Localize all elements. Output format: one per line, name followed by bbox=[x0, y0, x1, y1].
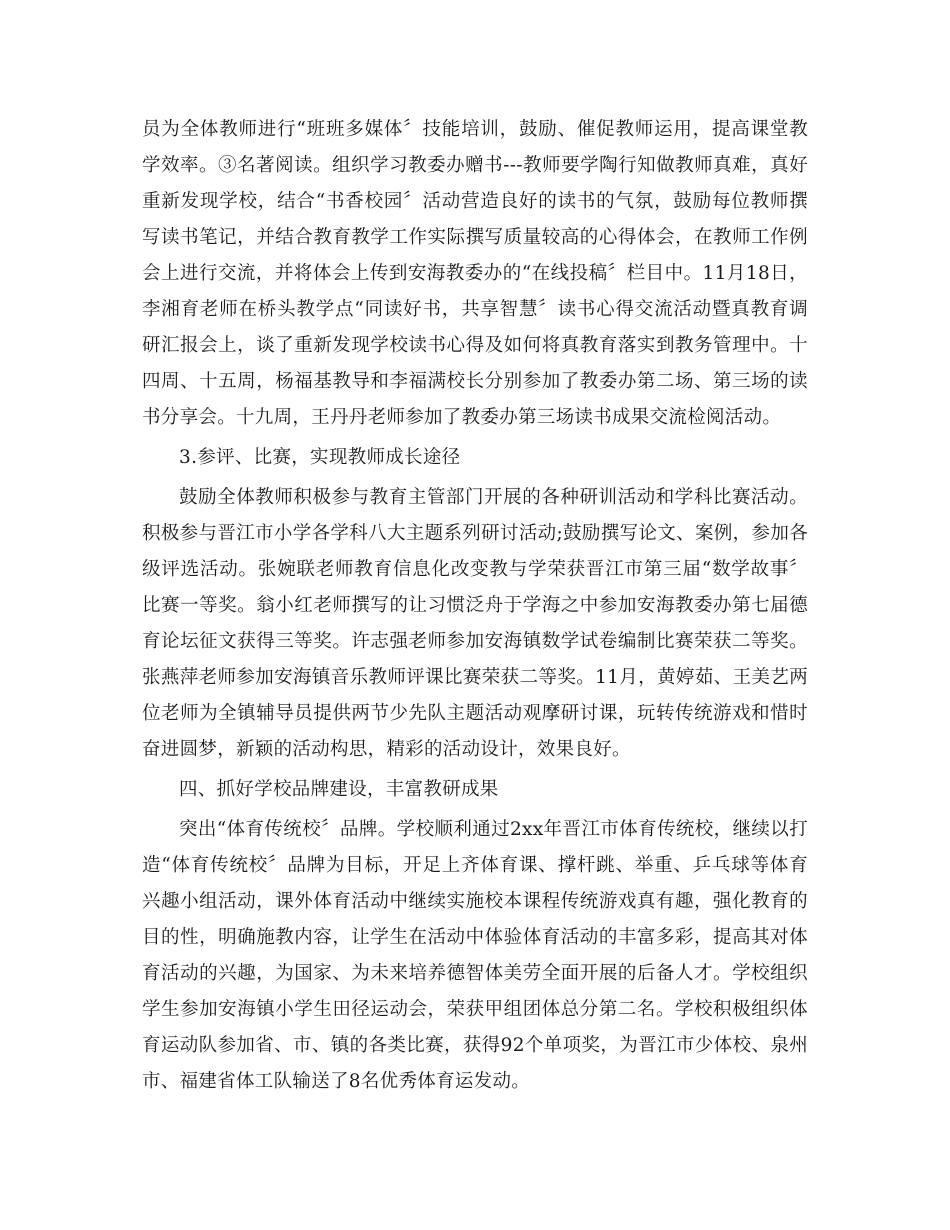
paragraph-reading-activities: 员为全体教师进行“班班多媒体〞技能培训，鼓励、催促教师运用，提高课堂教学效率。③名著阅读。组织学习教委办赠书---教师要学陶行知做教师真难，真好重新发现学校，结合“书香校园〞活动营造良好的读书的气氛，鼓励每位教师撰写读书笔记，并结合教育教学工作实际撰写质量较高的心得体会，在教师工作例会上进行交流，并将体会上传到安海教委办的“在线投稿〞栏目中。11月18日，李湘育老师在桥头教学点“同读好书，共享智慧〞读书心得交流活动暨真教育调研汇报会上，谈了重新发现学校读书心得及如何将真教育落实到教务管理中。十四周、十五周，杨福基教导和李福满校长分别参加了教委办第二场、第三场的读书分享会。十九周，王丹丹老师参加了教委办第三场读书成果交流检阅活动。 bbox=[142, 119, 808, 428]
section-heading-competitions: 3.参评、比赛，实现教师成长途径 bbox=[179, 447, 461, 468]
document-body bbox=[142, 112, 808, 1100]
paragraph-competitions: 鼓励全体教师积极参与教育主管部门开展的各种研训活动和学科比赛活动。积极参与晋江市小学各学科八大主题系列研讨活动;鼓励撰写论文、案例，参加各级评选活动。张婉联老师教育信息化改变教与学荣获晋江市第三届“数学故事〞比赛一等奖。翁小红老师撰写的让习惯泛舟于学海之中参加安海教委办第七届德育论坛征文获得三等奖。许志强老师参加安海镇数学试卷编制比赛荣获二等奖。张燕萍老师参加安海镇音乐教师评课比赛荣获二等奖。11月，黄婷茹、王美艺两位老师为全镇辅导员提供两节少先队主题活动观摩研讨课，玩转传统游戏和惜时奋进圆梦，新颖的活动构思，精彩的活动设计，效果良好。 bbox=[142, 487, 808, 760]
section-heading-school-brand: 四、抓好学校品牌建设，丰富教研成果 bbox=[179, 779, 499, 800]
paragraph-sports-tradition: 突出“体育传统校〞品牌。学校顺利通过2xx年晋江市体育传统校，继续以打造“体育传统校〞品牌为目标，开足上齐体育课、撑杆跳、举重、乒乓球等体育兴趣小组活动，课外体育活动中继续实施校本课程传统游戏真有趣，强化教育的目的性，明确施教内容，让学生在活动中体验体育活动的丰富多彩，提高其对体育活动的兴趣，为国家、为未来培养德智体美劳全面开展的后备人才。学校组织学生参加安海镇小学生田径运动会，荣获甲组团体总分第二名。学校积极组织体育运动队参加省、市、镇的各类比赛，获得92个单项奖，为晋江市少体校、泉州市、福建省体工队输送了8名优秀体育运发动。 bbox=[142, 819, 808, 1092]
